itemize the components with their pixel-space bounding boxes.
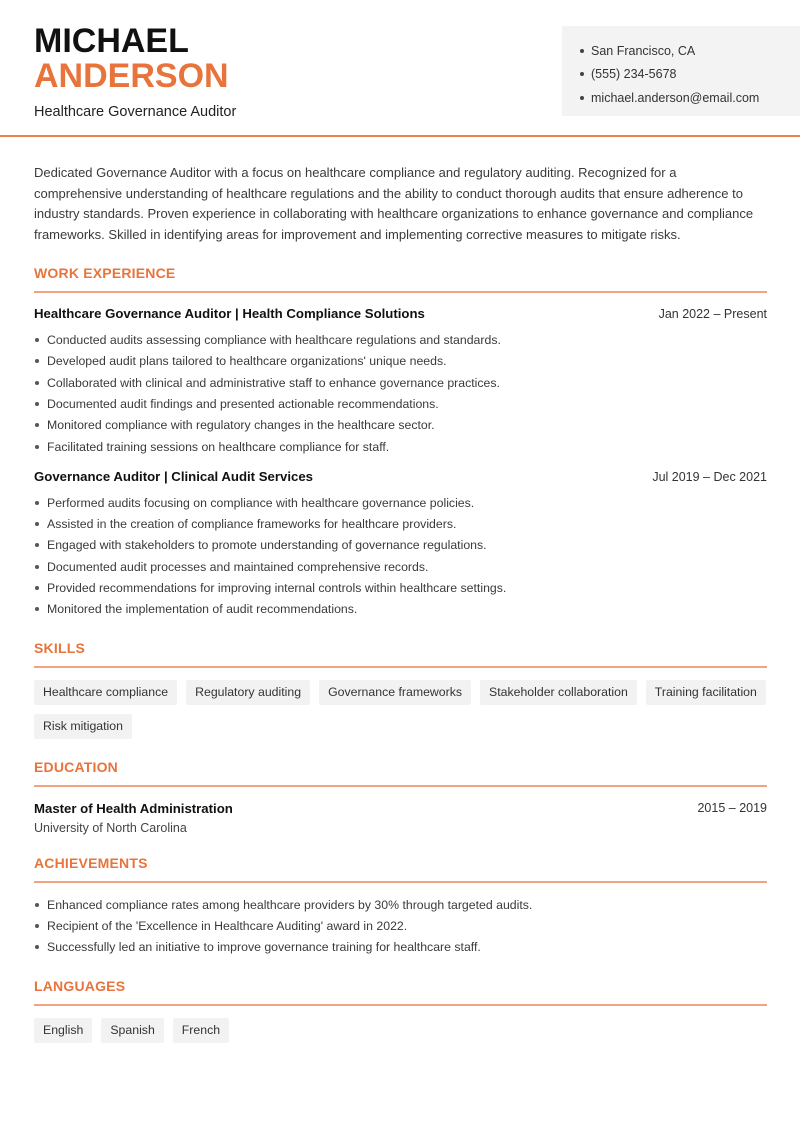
job-header (34, 306, 767, 321)
list-item (34, 372, 767, 393)
contact-email (580, 86, 800, 110)
list-item (34, 937, 767, 958)
list-item (34, 351, 767, 372)
contact-phone (580, 63, 800, 87)
location-text: San Francisco, CA (591, 43, 696, 58)
job-entry (34, 306, 767, 457)
bullet-text: Monitored compliance with regulatory changes in the healthcare sector. (47, 418, 435, 433)
bullet-text: Performed audits focusing on compliance with healthcare governance policies. (47, 495, 475, 510)
bullet-icon (35, 402, 39, 406)
bullet-text: Enhanced compliance rates among healthcare providers by 30% through targeted audits. (47, 897, 533, 912)
language-tag: Spanish (101, 1018, 163, 1043)
list-item (34, 436, 767, 457)
bullet-text: Collaborated with clinical and administrative staff to enhance governance practices. (47, 375, 500, 390)
skill-tag: Training facilitation (646, 680, 766, 705)
bullet-icon (35, 338, 39, 342)
list-item (34, 513, 767, 534)
school: University of North Carolina (34, 820, 187, 835)
language-tags (34, 1018, 767, 1043)
job-header (34, 469, 767, 484)
bullet-text: Provided recommendations for improving internal controls within healthcare settings. (47, 580, 507, 595)
job-title: Healthcare Governance Auditor (34, 104, 237, 120)
skill-tag: Governance frameworks (319, 680, 471, 705)
list-item (34, 599, 767, 620)
job-role: Healthcare Governance Auditor | Health Compliance Solutions (34, 306, 425, 322)
bullet-icon (35, 607, 39, 611)
list-item (34, 492, 767, 513)
job-bullets (34, 329, 767, 457)
list-item (34, 577, 767, 598)
bullet-icon (35, 359, 39, 363)
bullet-text: Conducted audits assessing compliance with healthcare regulations and standards. (47, 333, 501, 348)
list-item (34, 535, 767, 556)
skill-tag: Regulatory auditing (186, 680, 310, 705)
bullet-icon (35, 423, 39, 427)
bullet-icon (35, 445, 39, 449)
contact-location (580, 39, 800, 63)
bullet-icon (35, 543, 39, 547)
section-title: SKILLS (34, 640, 767, 668)
bullet-icon (580, 96, 584, 100)
education-dates: 2015 – 2019 (697, 800, 767, 815)
bullet-text: Successfully led an initiative to improve governance training for healthcare staff. (47, 940, 481, 955)
bullet-text: Documented audit findings and presented actionable recommendations. (47, 396, 439, 411)
bullet-icon (35, 945, 39, 949)
name-block (34, 24, 236, 120)
last-name: ANDERSON (34, 57, 229, 95)
work-experience-section (34, 265, 767, 620)
list-item (34, 329, 767, 350)
education-section (34, 759, 767, 835)
contact-box (562, 26, 800, 116)
skills-section (34, 640, 767, 739)
job-dates: Jul 2019 – Dec 2021 (652, 470, 767, 485)
bullet-icon (35, 565, 39, 569)
bullet-text: Engaged with stakeholders to promote understanding of governance regulations. (47, 538, 487, 553)
resume-content (34, 163, 767, 1043)
first-name: MICHAEL (34, 22, 189, 60)
list-item (34, 415, 767, 436)
education-entry (34, 801, 767, 835)
bullet-icon (35, 381, 39, 385)
section-title: WORK EXPERIENCE (34, 265, 767, 293)
achievements-section (34, 855, 767, 958)
bullet-text: Developed audit plans tailored to healthcare organizations' unique needs. (47, 354, 447, 369)
skill-tag: Risk mitigation (34, 714, 132, 739)
bullet-icon (35, 586, 39, 590)
phone-text[interactable]: (555) 234-5678 (591, 67, 677, 82)
language-tag: French (173, 1018, 229, 1043)
section-title: EDUCATION (34, 759, 767, 787)
summary-paragraph: Dedicated Governance Auditor with a focus on healthcare compliance and regulatory auditing. Recognized for a comprehensive understanding of healthcare regulations and the ability to conduct thorough audits that ensure adherence to industry standards. Proven experience in collaborating with healthcare organizations to enhance governance and compliance frameworks. Skilled in identifying areas for improvement and implementing corrective measures to mitigate risks. (34, 165, 754, 242)
skill-tag: Stakeholder collaboration (480, 680, 637, 705)
degree: Master of Health Administration (34, 800, 233, 816)
achievements-list (34, 894, 767, 958)
bullet-text: Facilitated training sessions on healthcare compliance for staff. (47, 439, 390, 454)
bullet-icon (580, 72, 584, 76)
skill-tag: Healthcare compliance (34, 680, 177, 705)
section-title: LANGUAGES (34, 978, 767, 1006)
section-title: ACHIEVEMENTS (34, 855, 767, 883)
job-dates: Jan 2022 – Present (658, 307, 767, 322)
job-role: Governance Auditor | Clinical Audit Services (34, 469, 313, 485)
language-tag: English (34, 1018, 92, 1043)
bullet-text: Recipient of the 'Excellence in Healthcare Auditing' award in 2022. (47, 918, 408, 933)
job-bullets (34, 492, 767, 620)
job-entry (34, 469, 767, 620)
bullet-text: Assisted in the creation of compliance frameworks for healthcare providers. (47, 517, 457, 532)
email-link[interactable]: michael.anderson@email.com (591, 90, 760, 105)
languages-section (34, 978, 767, 1043)
bullet-text: Documented audit processes and maintained comprehensive records. (47, 559, 429, 574)
skills-tags (34, 680, 767, 739)
bullet-icon (580, 49, 584, 53)
bullet-icon (35, 924, 39, 928)
list-item (34, 556, 767, 577)
bullet-icon (35, 522, 39, 526)
list-item (34, 894, 767, 915)
bullet-icon (35, 903, 39, 907)
bullet-text: Monitored the implementation of audit recommendations. (47, 602, 358, 617)
list-item (34, 393, 767, 414)
bullet-icon (35, 501, 39, 505)
resume-header (0, 0, 800, 137)
list-item (34, 915, 767, 936)
